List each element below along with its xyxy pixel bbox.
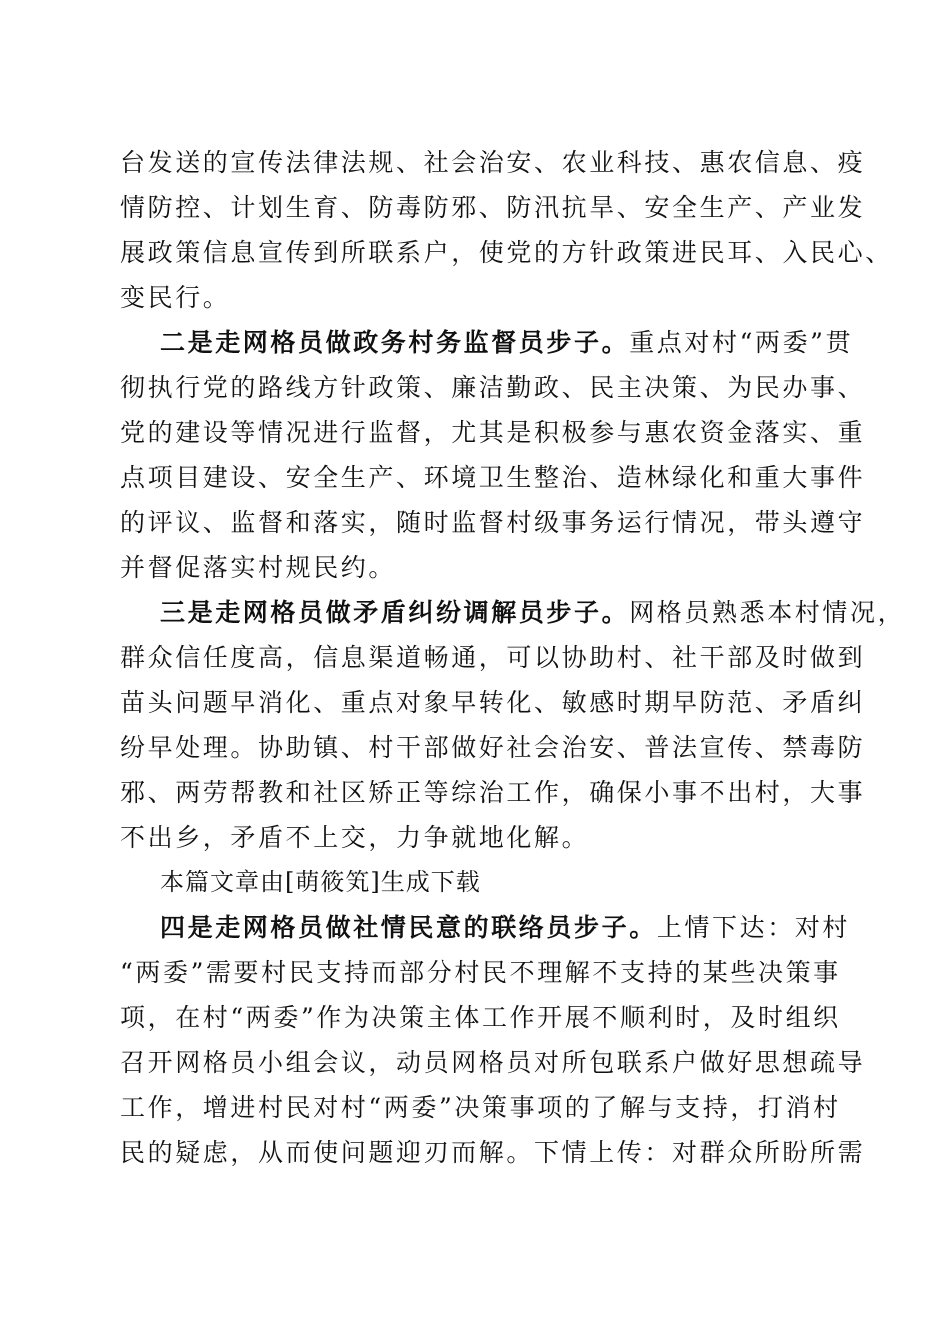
text-line: 民的疑虑，从而使问题迎刃而解。下情上传：对群众所盼所需 [120,1138,866,1167]
text-line: 点项目建设、安全生产、环境卫生整治、造林绿化和重大事件 [120,463,866,492]
text-line: 邪、两劳帮教和社区矫正等综治工作，确保小事不出村，大事 [120,778,866,807]
paragraph-1 [120,140,893,320]
paragraph-first-line [120,905,851,950]
text-line: 苗头问题早消化、重点对象早转化、敏感时期早防范、矛盾纠 [120,688,866,717]
text-line: “两委”需要村民支持而部分村民不理解不支持的某些决策事 [120,958,841,987]
paragraph-2 [120,320,866,590]
text-line: 纷早处理。协助镇、村干部做好社会治安、普法宣传、禁毒防 [120,733,866,762]
paragraph-3 [120,590,906,860]
text-line: 项，在村“两委”作为决策主体工作开展不顺利时，及时组织 [120,1003,841,1032]
paragraph-heading: 二是走网格员做政务村务监督员步子。 [160,328,630,357]
text-run: 网格员熟悉本村情况， [629,598,906,627]
text-line: 情防控、计划生育、防毒防邪、防汛抗旱、安全生产、产业发 [120,193,866,222]
text-run: 上情下达：对村 [656,913,851,942]
text-line: 展政策信息宣传到所联系户，使党的方针政策进民耳、入民心、 [120,238,893,267]
document-body [120,140,906,1175]
paragraph-heading: 四是走网格员做社情民意的联络员步子。 [160,913,657,942]
text-line: 群众信任度高，信息渠道畅通，可以协助村、社干部及时做到 [120,643,866,672]
text-line: 不出乡，矛盾不上交，力争就地化解。 [120,823,590,852]
text-line: 召开网格员小组会议，动员网格员对所包联系户做好思想疏导 [120,1048,866,1077]
paragraph-first-line [120,590,906,635]
paragraph-4 [120,905,866,1175]
text-line: 并督促落实村规民约。 [120,553,397,582]
text-line: 台发送的宣传法律法规、社会治安、农业科技、惠农信息、疫 [120,148,866,177]
download-note: 本篇文章由[萌筱笂]生成下载 [160,868,481,896]
text-line: 工作，增进村民对村“两委”决策事项的了解与支持，打消村 [120,1093,841,1122]
text-line: 的评议、监督和落实，随时监督村级事务运行情况，带头遵守 [120,508,866,537]
paragraph-first-line [120,320,854,365]
text-line: 变民行。 [120,283,231,312]
text-run: 重点对村“两委”贯 [629,328,854,357]
paragraph-heading: 三是走网格员做矛盾纠纷调解员步子。 [160,598,630,627]
text-line: 彻执行党的路线方针政策、廉洁勤政、民主决策、为民办事、 [120,373,866,402]
text-line: 党的建设等情况进行监督，尤其是积极参与惠农资金落实、重 [120,418,866,447]
